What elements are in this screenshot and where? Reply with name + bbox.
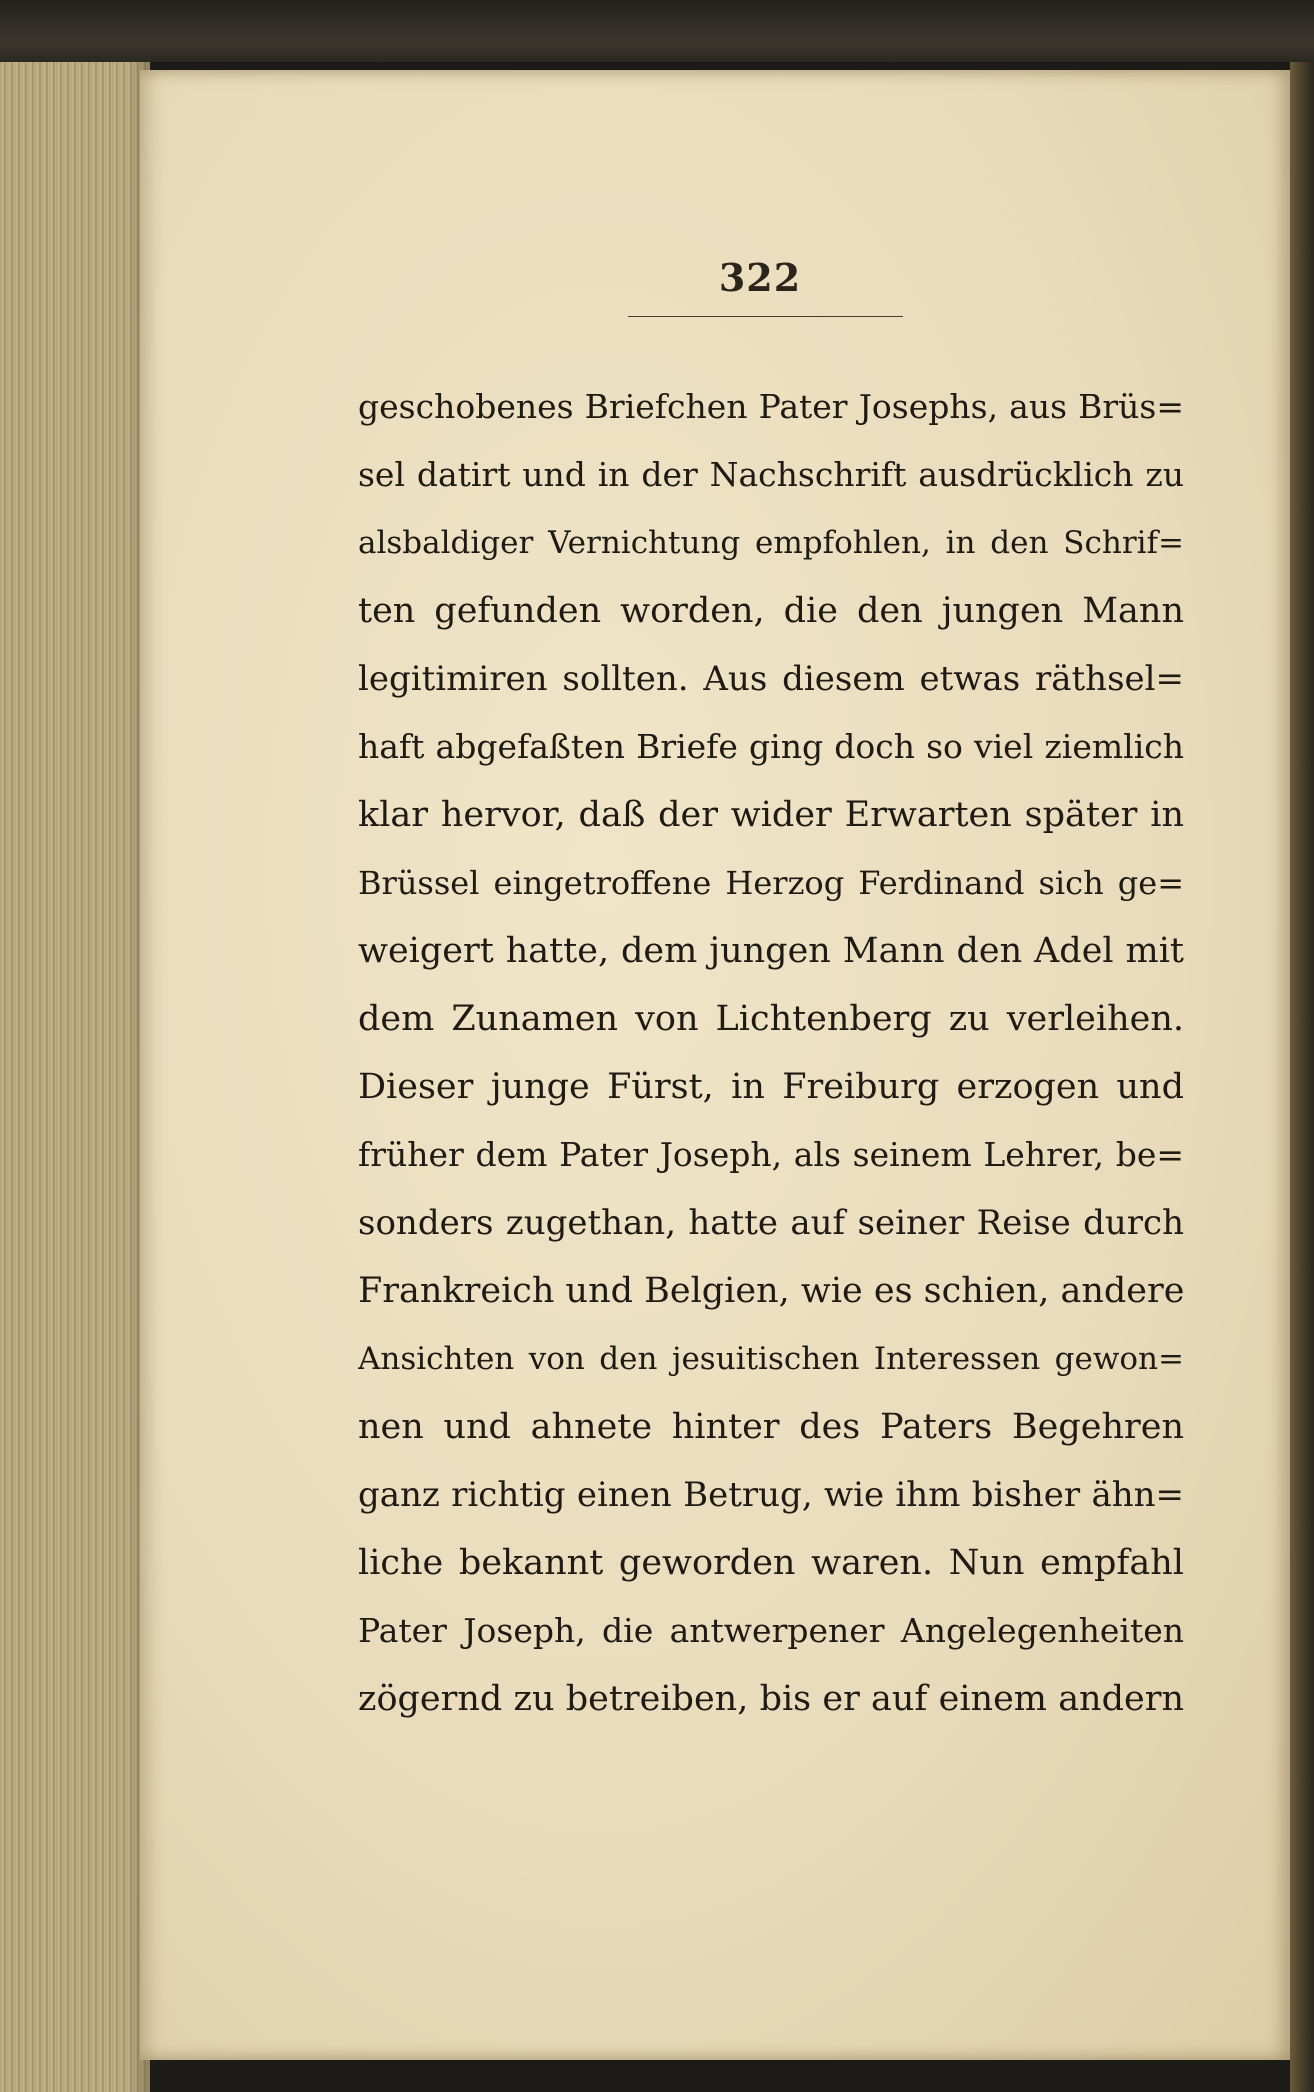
- book-cover-edge: [0, 0, 1314, 62]
- text-line: Frankreich und Belgien, wie es schien, andere: [358, 1271, 1184, 1311]
- text-line: ganz richtig einen Betrug, wie ihm bisher ähn=: [358, 1475, 1184, 1515]
- text-line: früher dem Pater Joseph, als seinem Lehrer, be=: [358, 1135, 1184, 1174]
- page-number: 322: [718, 255, 802, 300]
- text-line: klar hervor, daß der wider Erwarten später in: [358, 795, 1184, 835]
- text-line: Brüssel eingetroffene Herzog Ferdinand sich ge=: [358, 864, 1184, 902]
- text-line: dem Zunamen von Lichtenberg zu verleihen.: [358, 999, 1184, 1039]
- page-body: [358, 373, 1184, 1733]
- text-line: liche bekannt geworden waren. Nun empfahl: [358, 1543, 1184, 1583]
- text-line: weigert hatte, dem jungen Mann den Adel mit: [358, 931, 1184, 971]
- text-line: legitimiren sollten. Aus diesem etwas räthsel=: [358, 659, 1184, 699]
- text-line: zögernd zu betreiben, bis er auf einem andern: [358, 1679, 1184, 1719]
- text-line: alsbaldiger Vernichtung empfohlen, in den Schrif=: [358, 525, 1184, 561]
- text-line: ten gefunden worden, die den jungen Mann: [358, 591, 1184, 631]
- text-line: haft abgefaßten Briefe ging doch so viel ziemlich: [358, 727, 1184, 766]
- text-line: sel datirt und in der Nachschrift ausdrücklich zu: [358, 455, 1184, 494]
- text-line: sonders zugethan, hatte auf seiner Reise durch: [358, 1203, 1184, 1243]
- header-rule: [628, 316, 903, 317]
- text-line: Dieser junge Fürst, in Freiburg erzogen und: [358, 1067, 1184, 1107]
- text-line: nen und ahnete hinter des Paters Begehren: [358, 1407, 1184, 1447]
- text-line: Pater Joseph, die antwerpener Angelegenheiten: [358, 1611, 1184, 1650]
- text-line: Ansichten von den jesuitischen Interessen gewon=: [358, 1341, 1184, 1377]
- binding-edge: [1290, 62, 1314, 2092]
- text-line: geschobenes Briefchen Pater Josephs, aus Brüs=: [358, 387, 1184, 426]
